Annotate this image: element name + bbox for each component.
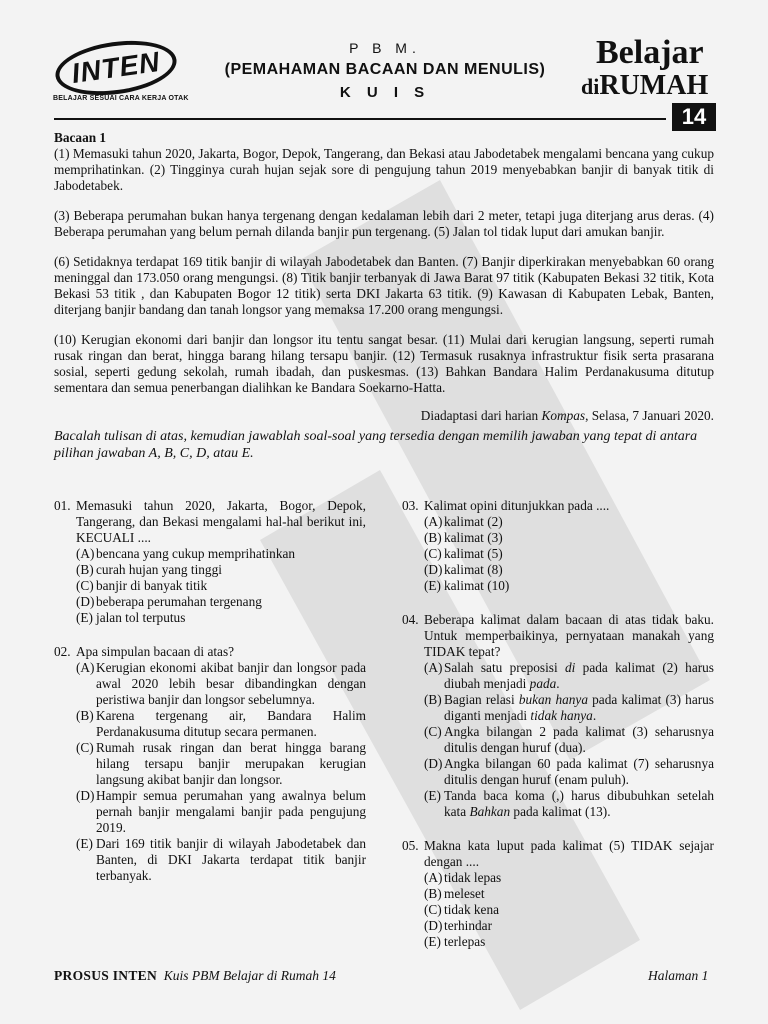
question-03: 03. Kalimat opini ditunjukkan pada .... (A) kalimat (2) (B) kalimat (3) (C) kalimat (5) (D) kalimat (8) (E) kalimat (10) [402, 498, 714, 594]
option: (C) kalimat (5) [424, 546, 503, 561]
option: (D) kalimat (8) [424, 562, 503, 577]
inten-logo [52, 34, 180, 102]
option: (A) Kerugian ekonomi akibat banjir dan longsor pada awal 2020 lebih besar dibandingkan dengan peristiwa banjir dan longsor sebelumnya. [76, 660, 366, 707]
header-line-kuis: K U I S [339, 84, 431, 101]
brand-di-rumah: diRUMAH [581, 70, 709, 101]
paragraph: (1) Memasuki tahun 2020, Jakarta, Bogor, Depok, Tangerang, dan Bekasi atau Jabodetabek mengalami bencana yang cukup memprihatinkan. (2) Tingginya curah hujan sejak sore di pengujung tahun 2019 menyebabkan banjir di banyak titik di Jabodetabek. [54, 146, 714, 193]
option: (B) curah hujan yang tinggi [76, 562, 222, 577]
header-line-subject: (PEMAHAMAN BACAAN DAN MENULIS) [224, 61, 546, 78]
logo-tagline: BELAJAR SESUAI CARA KERJA OTAK [53, 95, 189, 102]
option: (E) Dari 169 titik banjir di wilayah Jabodetabek dan Banten, di DKI Jakarta terdapat titik banjir terbanyak. [76, 836, 366, 883]
option: (B) kalimat (3) [424, 530, 503, 545]
option: (A) tidak lepas [424, 870, 502, 885]
paragraph: (10) Kerugian ekonomi dari banjir dan longsor itu tentu sangat besar. (11) Mulai dari kerugian langsung, seperti rumah rusak ringan dan berat, hingga barang hilang tersapu banjir. (12) Termasuk rusaknya infrastruktur fisik serta prasarana sosial, seperti gedung sekolah, rumah ibadah, dan puskesmas. (13) Bahkan Bandara Halim Perdanakusuma ditutup sementara dan semua penerbangan dialihkan ke Bandara Soekarno-Hatta. [54, 332, 714, 395]
option: (B) Karena tergenang air, Bandara Halim Perdanakusuma ditutup secara permanen. [76, 708, 366, 739]
brand-belajar: Belajar [596, 34, 704, 71]
reading-section [54, 130, 714, 462]
option: (A) kalimat (2) [424, 514, 503, 529]
option: (A) bencana yang cukup memprihatinkan [76, 546, 296, 561]
option: (B) Bagian relasi bukan hanya pada kalimat (3) harus diganti menjadi tidak hanya. [424, 692, 714, 723]
option: (C) banjir di banyak titik [76, 578, 208, 593]
option: (B) meleset [424, 886, 485, 901]
page-number: Halaman 1 [648, 968, 709, 983]
option: (D) Hampir semua perumahan yang awalnya belum pernah banjir mengalami banjir pada pengujung 2019. [76, 788, 366, 835]
option: (D) terhindar [424, 918, 492, 933]
option: (E) jalan tol terputus [76, 610, 186, 625]
paragraph: (6) Setidaknya terdapat 169 titik banjir di wilayah Jabodetabek dan Banten. (7) Banjir diperkirakan menyebabkan 60 orang meninggal dan 173.050 orang mengungsi. (8) Titik banjir terbanyak di Jawa Barat 97 titik (Kabupaten Bekasi 32 titik, Kota Bekasi 53 titik , dan Kabupaten Bogor 12 titik) serta DKI Jakarta 63 titik. (9) Kawasan di Kabupaten Lebak, Banten, diterjang banjir bandang dan tanah longsor yang memaksa 17.200 orang mengungsi. [54, 254, 714, 317]
header-line-pbm: P B M. [349, 40, 421, 56]
reading-title: Bacaan 1 [54, 130, 107, 145]
option: (E) terlepas [424, 934, 486, 949]
option: (D) beberapa perumahan tergenang [76, 594, 262, 609]
logo-text: INTEN [69, 45, 163, 90]
option: (D) Angka bilangan 60 pada kalimat (7) seharusnya ditulis dengan huruf (enam puluh). [424, 756, 714, 787]
paragraph: (3) Beberapa perumahan bukan hanya tergenang dengan kedalaman lebih dari 2 meter, tetapi juga diterjang arus deras. (4) Beberapa perumahan yang belum pernah dilanda banjir pun tergenang. (5) Jalan tol tidak luput dari amukan banjir. [54, 208, 714, 239]
option: (C) Angka bilangan 2 pada kalimat (3) seharusnya ditulis dengan huruf (dua). [424, 724, 714, 755]
option: (C) tidak kena [424, 902, 500, 917]
instruction: Bacalah tulisan di atas, kemudian jawablah soal-soal yang tersedia dengan memilih jawaban yang tepat di antara pilihan jawaban A, B, C, D, atau E. [54, 429, 698, 461]
questions-right-column [402, 498, 714, 968]
question-01: 01. Memasuki tahun 2020, Jakarta, Bogor, Depok, Tangerang, dan Bekasi mengalami hal-hal berikut ini, KECUALI .... (A) bencana yang cukup memprihatinkan (B) curah hujan yang tinggi (C) banjir di banyak titik (D) beberapa perumahan tergenang (E) jalan tol terputus [54, 498, 366, 625]
option: (E) kalimat (10) [424, 578, 510, 593]
footer-left: PROSUS INTEN Kuis PBM Belajar di Rumah 14 [54, 968, 336, 983]
header-divider [54, 118, 666, 120]
questions-left-column [54, 498, 366, 902]
question-05: 05. Makna kata luput pada kalimat (5) TIDAK sejajar dengan .... (A) tidak lepas (B) meleset (C) tidak kena (D) terhindar (E) terlepas [402, 838, 714, 949]
option: (C) Rumah rusak ringan dan berat hingga barang hilang tersapu banjir merupakan kerugian langsung akibat banjir dan longsor. [76, 740, 366, 787]
option: (A) Salah satu preposisi di pada kalimat (2) harus diubah menjadi pada. [424, 660, 714, 691]
source-citation: Diadaptasi dari harian Kompas, Selasa, 7 Januari 2020. [420, 408, 714, 423]
option: (E) Tanda baca koma (,) harus dibubuhkan setelah kata Bahkan pada kalimat (13). [424, 788, 714, 819]
question-02: 02. Apa simpulan bacaan di atas? (A) Kerugian ekonomi akibat banjir dan longsor pada awal 2020 lebih besar dibandingkan dengan peristiwa banjir dan longsor sebelumnya. (B) Karena tergenang air, Bandara Halim Perdanakusuma ditutup secara permanen. (C) Rumah rusak ringan dan berat hingga barang hilang tersapu banjir merupakan kerugian langsung akibat banjir dan longsor. (D) Hampir semua perumahan yang awalnya belum pernah banjir mengalami banjir pada pengujung 2019. (E) Dari 169 titik banjir di wilayah Jabodetabek dan Banten, di DKI Jakarta terdapat titik banjir terbanyak. [54, 644, 366, 883]
question-04: 04. Beberapa kalimat dalam bacaan di atas tidak baku. Untuk memperbaikinya, pernyataan manakah yang TIDAK tepat? (A) Salah satu preposisi di pada kalimat (2) harus diubah menjadi pada. (B) Bagian relasi bukan hanya pada kalimat (3) harus diganti menjadi tidak hanya. (C) Angka bilangan 2 pada kalimat (3) seharusnya ditulis dengan huruf (dua). (D) Angka bilangan 60 pada kalimat (7) seharusnya ditulis dengan huruf (enam puluh). (E) Tanda baca koma (,) harus dibubuhkan setelah kata Bahkan pada kalimat (13). [402, 612, 714, 819]
edition-number: 14 [672, 103, 716, 131]
